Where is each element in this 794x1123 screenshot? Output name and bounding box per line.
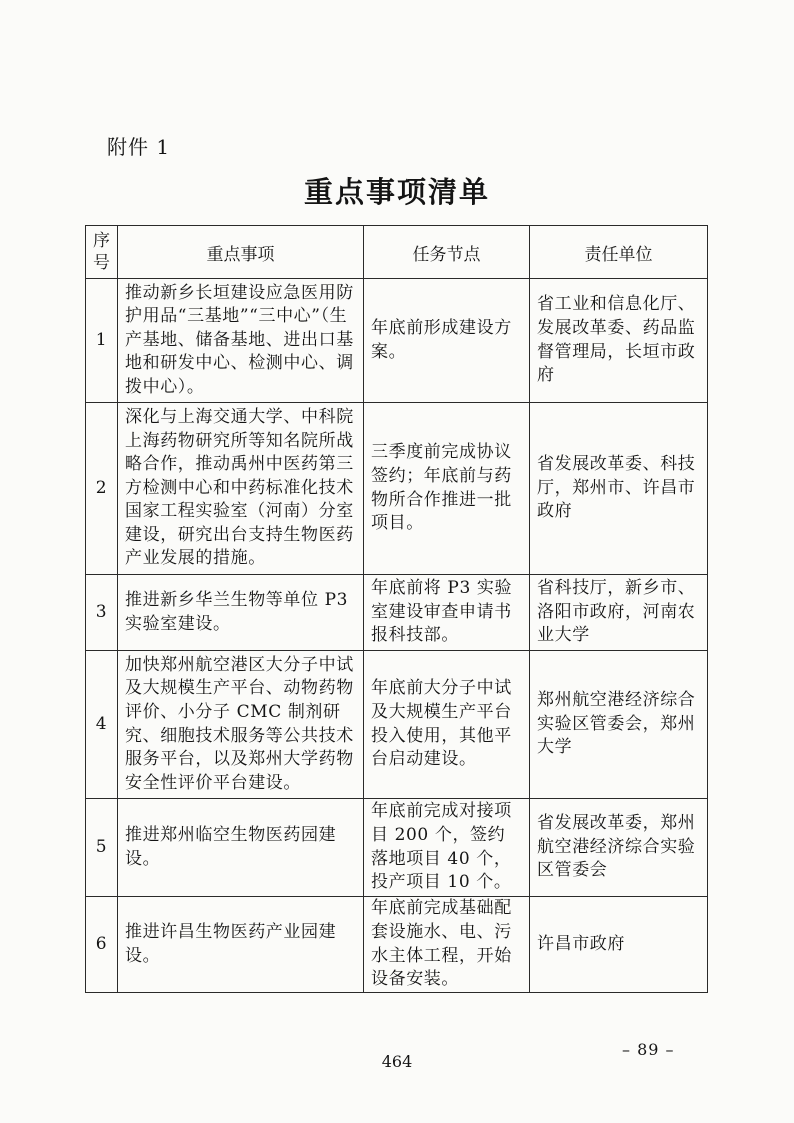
table-row [86, 279, 708, 403]
row-number: 2 [86, 403, 118, 575]
key-items-table [85, 225, 708, 993]
row-key-item: 加快郑州航空港区大分子中试及大规模生产平台、动物药物评价、小分子 CMC 制剂研究、细胞技术服务等公共技术服务平台，以及郑州大学药物安全性评价平台建设。 [118, 651, 364, 799]
header-key-item: 重点事项 [118, 226, 364, 279]
table-row [86, 897, 708, 993]
row-milestone: 年底前大分子中试及大规模生产平台投入使用，其他平台启动建设。 [364, 651, 530, 799]
row-milestone: 年底前将 P3 实验室建设审查申请书报科技部。 [364, 575, 530, 651]
row-number: 3 [86, 575, 118, 651]
attachment-label: 附件 1 [107, 135, 171, 159]
table-row [86, 575, 708, 651]
row-number: 5 [86, 799, 118, 897]
row-key-item: 深化与上海交通大学、中科院上海药物研究所等知名院所战略合作，推动禹州中医药第三方检测中心和中药标准化技术国家工程实验室（河南）分室建设，研究出台支持生物医药产业发展的措施。 [118, 403, 364, 575]
page-number: – 89 – [622, 1040, 675, 1059]
row-responsible-unit: 郑州航空港经济综合实验区管委会，郑州大学 [530, 651, 708, 799]
header-milestone: 任务节点 [364, 226, 530, 279]
row-key-item: 推进新乡华兰生物等单位 P3 实验室建设。 [118, 575, 364, 651]
row-milestone: 年底前完成基础配套设施水、电、污水主体工程，开始设备安装。 [364, 897, 530, 993]
footer-number: 464 [381, 1052, 413, 1071]
row-key-item: 推动新乡长垣建设应急医用防护用品“三基地”“三中心”（生产基地、储备基地、进出口基地和研发中心、检测中心、调拨中心）。 [118, 279, 364, 403]
row-responsible-unit: 省发展改革委，郑州航空港经济综合实验区管委会 [530, 799, 708, 897]
row-responsible-unit: 省工业和信息化厅、发展改革委、药品监督管理局，长垣市政府 [530, 279, 708, 403]
row-milestone: 年底前完成对接项目 200 个，签约落地项目 40 个，投产项目 10 个。 [364, 799, 530, 897]
table-header-row [86, 226, 708, 279]
row-key-item: 推进许昌生物医药产业园建设。 [118, 897, 364, 993]
row-number: 6 [86, 897, 118, 993]
header-responsible-unit: 责任单位 [530, 226, 708, 279]
row-number: 4 [86, 651, 118, 799]
table-row [86, 799, 708, 897]
table-row [86, 651, 708, 799]
row-key-item: 推进郑州临空生物医药园建设。 [118, 799, 364, 897]
header-serial-number: 序号 [86, 226, 118, 279]
row-milestone: 三季度前完成协议签约；年底前与药物所合作推进一批项目。 [364, 403, 530, 575]
table-row [86, 403, 708, 575]
row-milestone: 年底前形成建设方案。 [364, 279, 530, 403]
row-responsible-unit: 省发展改革委、科技厅，郑州市、许昌市政府 [530, 403, 708, 575]
row-number: 1 [86, 279, 118, 403]
row-responsible-unit: 省科技厅，新乡市、洛阳市政府，河南农业大学 [530, 575, 708, 651]
row-responsible-unit: 许昌市政府 [530, 897, 708, 993]
document-title: 重点事项清单 [303, 175, 490, 209]
